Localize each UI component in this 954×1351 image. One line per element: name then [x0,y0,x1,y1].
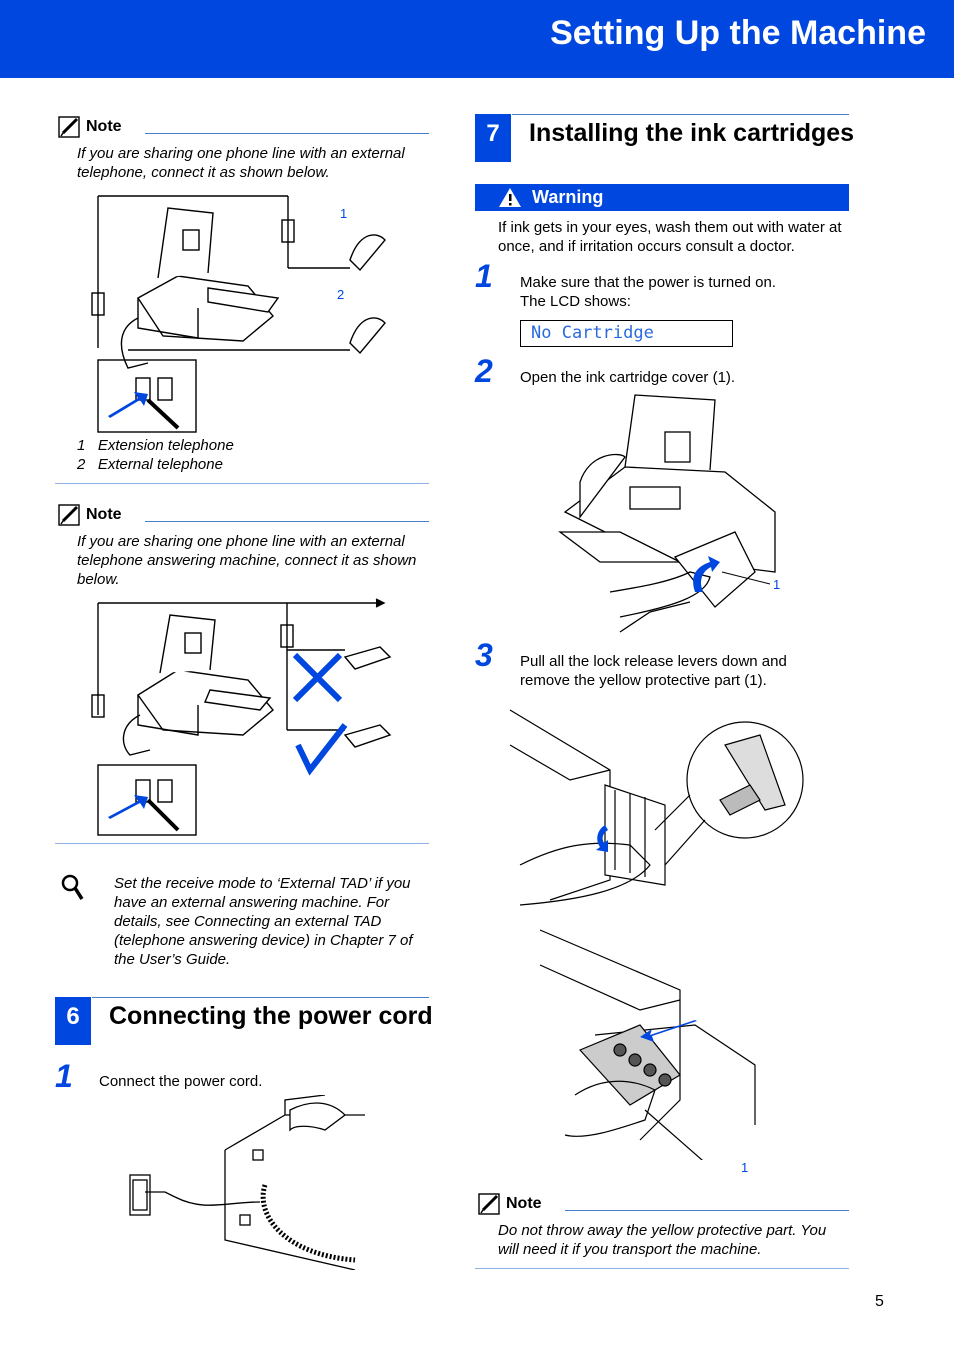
warning-label: Warning [532,187,604,207]
note-pencil-icon [58,116,82,138]
step-number: 3 [475,637,493,673]
step-number: 2 [475,353,493,389]
callout-1: 1 [340,206,348,221]
section-separator [55,483,429,484]
section-number-badge: 6 [55,997,91,1045]
step-number: 1 [55,1058,73,1094]
note-rule [565,1210,849,1211]
step-text: Open the ink cartridge cover (1). [520,369,736,386]
step-text: Make sure that the power is turned on. [520,274,776,291]
section-title: Connecting the power cord [109,1002,433,1030]
note-label: Note [86,506,122,523]
section-rule [92,997,429,998]
step-text: The LCD shows: [520,293,631,310]
note-pencil-icon [58,504,82,526]
step-number: 1 [475,258,493,294]
note-label: Note [86,118,122,135]
callout-1: 1 [773,577,781,592]
note-text: If you are sharing one phone line with an external telephone answering machine, connect it as shown below. [77,533,417,588]
page-title: Setting Up the Machine [550,14,926,52]
callout-1: 1 [741,1160,749,1175]
cross-mark-icon [295,655,340,700]
note-heading [58,116,122,138]
phone-line-diagram [88,188,408,438]
page-number: 5 [875,1293,884,1310]
note-label: Note [506,1195,542,1212]
warning-triangle-icon [498,187,522,208]
note-text: Do not throw away the yellow protective part. You will need it if you transport the machine. [498,1222,827,1258]
open-cover-illustration [540,392,785,637]
lcd-display: No Cartridge [520,320,733,347]
note-pencil-icon [478,1193,502,1215]
power-cord-illustration [125,1095,365,1270]
note-heading [58,504,122,526]
note-heading [478,1193,542,1215]
section-separator [475,1268,849,1269]
magnifier-icon [60,873,86,903]
legend-item: 2 External telephone [77,456,223,473]
section-title: Installing the ink cartridges [529,119,855,147]
callout-2: 2 [337,287,345,302]
legend-item: 1 Extension telephone [77,437,234,454]
section-rule [512,114,849,115]
step-text: Pull all the lock release levers down and [520,653,787,670]
warning-text: If ink gets in your eyes, wash them out with water at once, and if irritation occurs consult a doctor. [498,219,842,255]
tip-text: Set the receive mode to ‘External TAD’ if you have an external answering machine. For details, see Connecting an external TAD (telephone answering device) in Chapter 7 of the User’s Guide. [114,875,413,968]
step-text: Connect the power cord. [99,1073,263,1090]
note-text: If you are sharing one phone line with an external telephone, connect it as shown below. [77,145,405,181]
section-separator [55,843,429,844]
lock-lever-illustration [505,705,805,915]
remove-protective-part-illustration [535,925,785,1160]
note-rule [145,133,429,134]
step-text: remove the yellow protective part (1). [520,672,767,689]
note-rule [145,521,429,522]
check-mark-icon [298,725,345,770]
answering-machine-diagram [90,595,400,840]
section-number-badge: 7 [475,114,511,162]
arrow-icon [640,1020,697,1042]
